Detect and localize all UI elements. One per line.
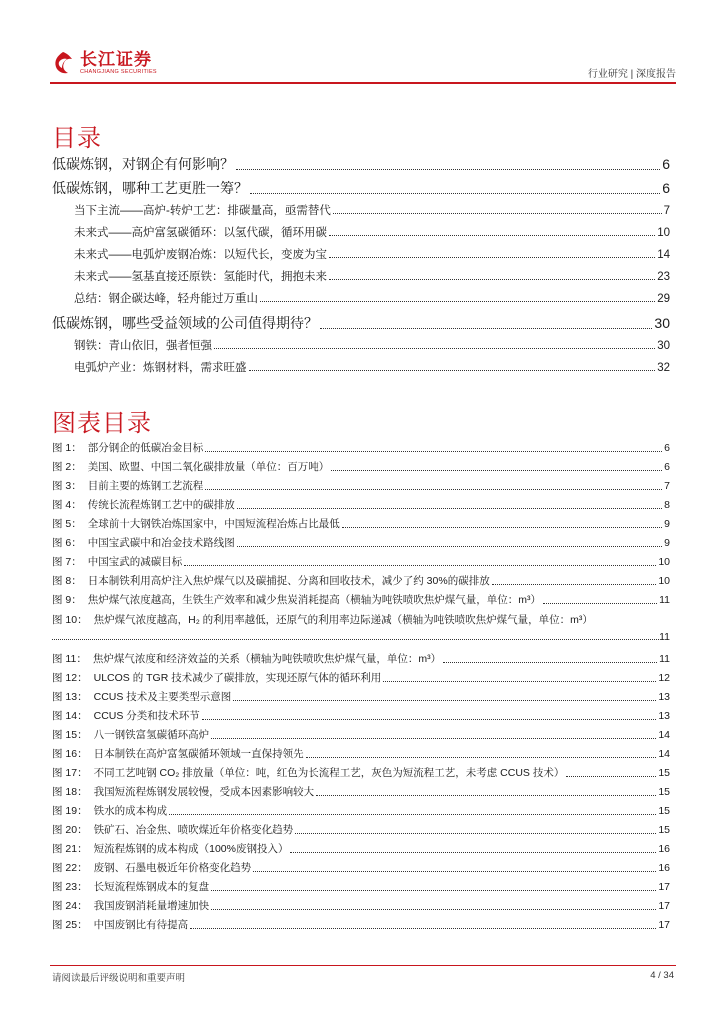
toc-entry-label: 电弧炉产业：炼钢材料，需求旺盛 bbox=[74, 362, 247, 374]
figure-entry[interactable] bbox=[52, 497, 670, 512]
figure-leader-dots bbox=[443, 662, 657, 663]
toc-entry-page: 10 bbox=[657, 227, 670, 239]
toc-entry-page: 30 bbox=[657, 340, 670, 352]
figure-title: 美国、欧盟、中国二氧化碳排放量（单位：百万吨） bbox=[87, 461, 330, 473]
figure-number: 图 24： bbox=[52, 900, 88, 912]
figure-entry[interactable] bbox=[52, 784, 670, 799]
figure-number: 图 11： bbox=[52, 653, 87, 665]
figure-leader-dots bbox=[290, 852, 656, 853]
figure-title: 不同工艺吨钢 CO₂ 排放量（单位：吨，红色为长流程工艺，灰色为短流程工艺，未考虑 CCUS 技术） bbox=[93, 767, 565, 779]
figure-entry[interactable] bbox=[52, 612, 670, 627]
figure-page: 15 bbox=[658, 767, 670, 779]
footer-disclaimer[interactable]: 请阅读最后评级说明和重要声明 bbox=[52, 973, 186, 984]
figure-page: 13 bbox=[658, 710, 670, 722]
figure-title: 长短流程炼钢成本的复盘 bbox=[93, 881, 210, 893]
figure-leader-dots bbox=[211, 738, 656, 739]
figure-number: 图 2： bbox=[52, 461, 82, 473]
figure-leader-dots bbox=[169, 814, 656, 815]
figure-page: 14 bbox=[658, 729, 670, 741]
figure-number: 图 7： bbox=[52, 556, 82, 568]
figure-leader-dots bbox=[253, 871, 656, 872]
figure-title: 目前主要的炼钢工艺流程 bbox=[87, 480, 204, 492]
figure-leader-dots bbox=[211, 909, 656, 910]
figure-title: 日本制铁利用高炉注入焦炉煤气以及碳捕捉、分离和回收技术，减少了约 30%的碳排放 bbox=[87, 575, 490, 587]
toc-leader-dots bbox=[333, 213, 662, 214]
figure-leader-dots bbox=[211, 890, 656, 891]
report-category: 行业研究 | 深度报告 bbox=[587, 69, 676, 80]
toc-entry-page: 30 bbox=[654, 315, 670, 331]
figure-entry[interactable] bbox=[52, 535, 670, 550]
header-divider bbox=[50, 82, 676, 84]
toc-leader-dots bbox=[329, 257, 655, 258]
figure-entry-continuation bbox=[52, 631, 670, 643]
figure-entry[interactable] bbox=[52, 708, 670, 723]
toc-entry-page: 23 bbox=[657, 271, 670, 283]
logo-english-name: CHANGJIANG SECURITIES bbox=[80, 68, 157, 75]
figure-leader-dots bbox=[237, 508, 662, 509]
figure-leader-dots bbox=[184, 565, 656, 566]
toc-entry-label: 当下主流——高炉-转炉工艺：排碳量高，亟需替代 bbox=[74, 205, 331, 217]
figure-number: 图 16： bbox=[52, 748, 88, 760]
figure-page: 6 bbox=[664, 461, 670, 473]
figure-entry[interactable] bbox=[52, 898, 670, 913]
toc-entry-page: 7 bbox=[663, 205, 670, 217]
figure-title: 焦炉煤气浓度越高，H₂ 的利用率越低，还原气的利用率边际递减（横轴为吨铁喷吹焦炉煤气量，单位：m³） bbox=[93, 614, 593, 626]
company-logo bbox=[50, 50, 157, 76]
figure-entry[interactable] bbox=[52, 573, 670, 588]
figure-leader-dots bbox=[492, 584, 657, 585]
figure-number: 图 9： bbox=[52, 594, 82, 606]
figure-title: 我国短流程炼钢发展较慢，受成本因素影响较大 bbox=[93, 786, 315, 798]
toc-entry[interactable] bbox=[52, 224, 670, 240]
figure-leader-dots bbox=[237, 546, 662, 547]
figure-entry[interactable] bbox=[52, 727, 670, 742]
toc-leader-dots bbox=[214, 348, 655, 349]
figure-number: 图 13： bbox=[52, 691, 88, 703]
figure-page: 16 bbox=[658, 862, 670, 874]
figure-number: 图 15： bbox=[52, 729, 88, 741]
figure-entry[interactable] bbox=[52, 765, 670, 780]
figure-number: 图 18： bbox=[52, 786, 88, 798]
figure-number: 图 22： bbox=[52, 862, 88, 874]
figure-page: 10 bbox=[658, 575, 670, 587]
figure-number: 图 17： bbox=[52, 767, 88, 779]
figure-number: 图 19： bbox=[52, 805, 88, 817]
figure-title: 我国废钢消耗量增速加快 bbox=[93, 900, 210, 912]
figure-leader-dots bbox=[566, 776, 656, 777]
toc-entry-label: 低碳炼钢，哪种工艺更胜一筹？ bbox=[52, 180, 248, 196]
figure-number: 图 4： bbox=[52, 499, 82, 511]
toc-entry-label: 未来式——氢基直接还原铁：氢能时代，拥抱未来 bbox=[74, 271, 327, 283]
figure-title: CCUS 分类和技术环节 bbox=[93, 710, 200, 722]
toc-entry[interactable] bbox=[52, 337, 670, 353]
figure-page: 17 bbox=[658, 919, 670, 931]
logo-mark-icon bbox=[50, 50, 76, 76]
figure-entry[interactable] bbox=[52, 803, 670, 818]
figure-leader-dots bbox=[52, 639, 659, 640]
figure-page: 15 bbox=[658, 805, 670, 817]
figure-title: 部分钢企的低碳冶金目标 bbox=[87, 442, 204, 454]
figure-entry[interactable] bbox=[52, 516, 670, 531]
figure-number: 图 1： bbox=[52, 442, 82, 454]
figure-page: 9 bbox=[664, 518, 670, 530]
toc-entry-label: 低碳炼钢，哪些受益领域的公司值得期待？ bbox=[52, 315, 318, 331]
figure-number: 图 6： bbox=[52, 537, 82, 549]
toc-leader-dots bbox=[329, 279, 655, 280]
figure-leader-dots bbox=[202, 719, 657, 720]
figure-entry[interactable] bbox=[52, 746, 670, 761]
figure-page: 12 bbox=[658, 672, 670, 684]
toc-leader-dots bbox=[260, 301, 655, 302]
figure-number: 图 20： bbox=[52, 824, 88, 836]
page-number: 4 / 34 bbox=[650, 970, 674, 981]
figure-title: 焦炉煤气浓度和经济效益的关系（横轴为吨铁喷吹焦炉煤气量，单位：m³） bbox=[92, 653, 442, 665]
figure-page: 9 bbox=[664, 537, 670, 549]
figure-page: 7 bbox=[664, 480, 670, 492]
figure-entry[interactable] bbox=[52, 860, 670, 875]
figure-title: 中国废钢比有待提高 bbox=[93, 919, 189, 931]
figure-leader-dots bbox=[295, 833, 656, 834]
figure-leader-dots bbox=[331, 470, 662, 471]
toc-leader-dots bbox=[236, 169, 660, 170]
figure-page: 6 bbox=[664, 442, 670, 454]
figure-title: 中国宝武碳中和冶金技术路线图 bbox=[87, 537, 235, 549]
figure-title: 日本制铁在高炉富氢碳循环领域一直保持领先 bbox=[93, 748, 304, 760]
figure-entry[interactable] bbox=[52, 478, 670, 493]
figure-entry[interactable] bbox=[52, 917, 670, 932]
figure-title: 中国宝武的减碳目标 bbox=[87, 556, 183, 568]
figure-entry[interactable] bbox=[52, 670, 670, 685]
logo-chinese-name: 长江证券 bbox=[80, 49, 152, 69]
figure-number: 图 8： bbox=[52, 575, 82, 587]
toc-leader-dots bbox=[249, 370, 656, 371]
toc-entry-label: 未来式——电弧炉废钢冶炼：以短代长，变废为宝 bbox=[74, 249, 327, 261]
figure-leader-dots bbox=[342, 527, 662, 528]
toc-entry-label: 钢铁：青山依旧，强者恒强 bbox=[74, 340, 212, 352]
figure-title: 铁水的成本构成 bbox=[93, 805, 168, 817]
toc-entry-page: 14 bbox=[657, 249, 670, 261]
figure-leader-dots bbox=[316, 795, 656, 796]
figure-number: 图 10： bbox=[52, 614, 88, 626]
figure-title: 焦炉煤气浓度越高，生铁生产效率和减少焦炭消耗提高（横轴为吨铁喷吹焦炉煤气量，单位：m³） bbox=[87, 594, 542, 606]
figure-page: 11 bbox=[659, 653, 670, 665]
figure-entry[interactable] bbox=[52, 651, 670, 666]
figure-page: 16 bbox=[658, 843, 670, 855]
toc-leader-dots bbox=[250, 193, 660, 194]
toc-entry[interactable] bbox=[52, 202, 670, 218]
toc-entry-label: 未来式——高炉富氢碳循环：以氢代碳，循环用碳 bbox=[74, 227, 327, 239]
figure-leader-dots bbox=[205, 451, 662, 452]
figure-page: 15 bbox=[658, 786, 670, 798]
figure-page: 10 bbox=[658, 556, 670, 568]
figure-page: 14 bbox=[658, 748, 670, 760]
toc-entry[interactable] bbox=[52, 359, 670, 375]
figure-page: 8 bbox=[664, 499, 670, 511]
figure-number: 图 3： bbox=[52, 480, 82, 492]
figure-leader-dots bbox=[543, 603, 657, 604]
figure-leader-dots bbox=[190, 928, 656, 929]
toc-leader-dots bbox=[329, 235, 655, 236]
figure-leader-dots bbox=[383, 681, 656, 682]
toc-entry-page: 6 bbox=[662, 180, 670, 196]
figure-number: 图 14： bbox=[52, 710, 88, 722]
figure-page: 11 bbox=[659, 631, 670, 643]
toc-entry[interactable] bbox=[52, 154, 670, 174]
figure-entry[interactable] bbox=[52, 879, 670, 894]
figure-entry[interactable] bbox=[52, 554, 670, 569]
figure-entry[interactable] bbox=[52, 841, 670, 856]
figure-title: 废钢、石墨电极近年价格变化趋势 bbox=[93, 862, 252, 874]
figure-page: 17 bbox=[658, 881, 670, 893]
figure-entry[interactable] bbox=[52, 440, 670, 455]
toc-entry-page: 6 bbox=[662, 156, 670, 172]
figure-title: ULCOS 的 TGR 技术减少了碳排放，实现还原气体的循环利用 bbox=[93, 672, 382, 684]
figure-title: 全球前十大钢铁冶炼国家中，中国短流程冶炼占比最低 bbox=[87, 518, 340, 530]
footer-divider bbox=[50, 965, 676, 966]
figure-page: 11 bbox=[659, 594, 670, 606]
toc-entry[interactable] bbox=[52, 178, 670, 198]
figure-number: 图 12： bbox=[52, 672, 88, 684]
figure-leader-dots bbox=[233, 700, 656, 701]
figure-number: 图 21： bbox=[52, 843, 88, 855]
figure-title: 传统长流程炼钢工艺中的碳排放 bbox=[87, 499, 235, 511]
toc-entry[interactable] bbox=[52, 290, 670, 306]
figure-leader-dots bbox=[306, 757, 657, 758]
toc-leader-dots bbox=[320, 328, 652, 329]
figure-page: 13 bbox=[658, 691, 670, 703]
toc-title: 目录 bbox=[52, 125, 102, 152]
figures-title: 图表目录 bbox=[52, 410, 152, 437]
figure-entry[interactable] bbox=[52, 822, 670, 837]
toc-entry-label: 总结：钢企碳达峰，轻舟能过万重山 bbox=[74, 293, 258, 305]
figure-leader-dots bbox=[205, 489, 662, 490]
figure-title: CCUS 技术及主要类型示意图 bbox=[93, 691, 232, 703]
figure-entry[interactable] bbox=[52, 459, 670, 474]
figure-number: 图 5： bbox=[52, 518, 82, 530]
toc-entry[interactable] bbox=[52, 268, 670, 284]
figure-entry[interactable] bbox=[52, 689, 670, 704]
figure-number: 图 23： bbox=[52, 881, 88, 893]
toc-entry-page: 29 bbox=[657, 293, 670, 305]
figure-entry[interactable] bbox=[52, 592, 670, 607]
figure-page: 17 bbox=[658, 900, 670, 912]
toc-entry[interactable] bbox=[52, 246, 670, 262]
toc-entry-label: 低碳炼钢，对钢企有何影响？ bbox=[52, 156, 234, 172]
figure-title: 八一钢铁富氢碳循环高炉 bbox=[93, 729, 210, 741]
figure-number: 图 25： bbox=[52, 919, 88, 931]
toc-entry-page: 32 bbox=[657, 362, 670, 374]
toc-entry[interactable] bbox=[52, 313, 670, 333]
figure-page: 15 bbox=[658, 824, 670, 836]
figure-title: 短流程炼钢的成本构成（100%废钢投入） bbox=[93, 843, 289, 855]
figure-title: 铁矿石、冶金焦、喷吹煤近年价格变化趋势 bbox=[93, 824, 294, 836]
page-header bbox=[0, 0, 724, 84]
